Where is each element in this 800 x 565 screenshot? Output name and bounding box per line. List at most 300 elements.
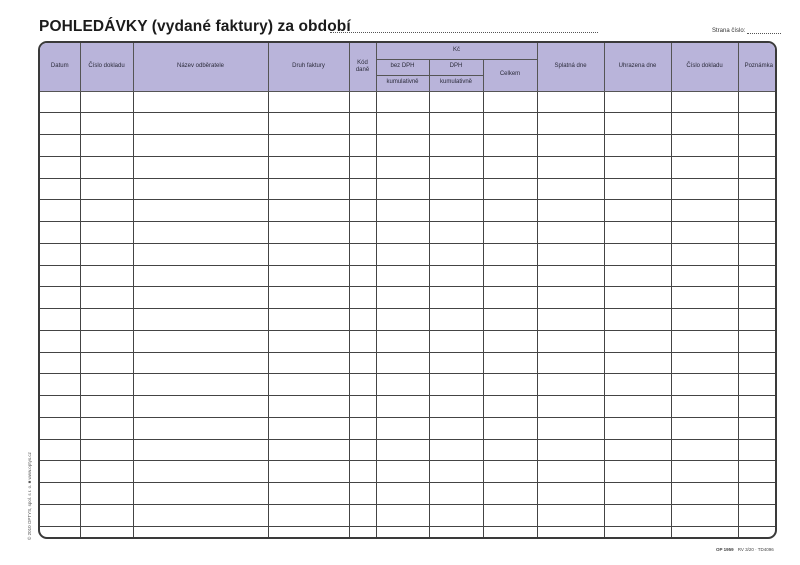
table-cell[interactable]: [376, 309, 429, 331]
table-cell[interactable]: [80, 243, 133, 265]
table-cell[interactable]: [133, 439, 268, 461]
table-cell[interactable]: [376, 265, 429, 287]
table-cell[interactable]: [349, 374, 376, 396]
table-cell[interactable]: [671, 504, 738, 526]
table-cell[interactable]: [349, 504, 376, 526]
table-row: [40, 287, 777, 309]
table-cell[interactable]: [40, 135, 80, 157]
table-cell[interactable]: [738, 330, 777, 352]
table-cell[interactable]: [133, 483, 268, 505]
table-cell[interactable]: [738, 156, 777, 178]
copyright-note: © 2010 OPTYS, spol. s r. o. ■ www.optys.cz: [27, 452, 32, 540]
table-cell[interactable]: [429, 526, 483, 537]
col-header-celkem: Celkem: [483, 59, 537, 91]
table-cell[interactable]: [738, 91, 777, 113]
table-cell[interactable]: [268, 417, 349, 439]
table-cell[interactable]: [40, 352, 80, 374]
table-cell[interactable]: [268, 156, 349, 178]
table-cell[interactable]: [268, 113, 349, 135]
table-cell[interactable]: [738, 135, 777, 157]
table-cell[interactable]: [40, 396, 80, 418]
table-cell[interactable]: [537, 417, 604, 439]
table-cell[interactable]: [483, 243, 537, 265]
table-cell[interactable]: [483, 396, 537, 418]
table-cell[interactable]: [604, 483, 671, 505]
table-cell[interactable]: [80, 504, 133, 526]
table-cell[interactable]: [738, 178, 777, 200]
table-cell[interactable]: [537, 265, 604, 287]
table-cell[interactable]: [429, 483, 483, 505]
table-cell[interactable]: [429, 135, 483, 157]
table-cell[interactable]: [604, 156, 671, 178]
table-cell[interactable]: [376, 200, 429, 222]
table-cell[interactable]: [133, 222, 268, 244]
table-cell[interactable]: [537, 396, 604, 418]
table-cell[interactable]: [604, 439, 671, 461]
table-cell[interactable]: [40, 417, 80, 439]
table-cell[interactable]: [376, 135, 429, 157]
table-cell[interactable]: [483, 374, 537, 396]
table-cell[interactable]: [537, 309, 604, 331]
table-row: [40, 504, 777, 526]
col-header-kod-dane: Kód daně: [349, 43, 376, 91]
table-cell[interactable]: [349, 526, 376, 537]
table-row: [40, 113, 777, 135]
table-cell[interactable]: [604, 352, 671, 374]
table-cell[interactable]: [349, 135, 376, 157]
table-cell[interactable]: [671, 417, 738, 439]
table-cell[interactable]: [604, 287, 671, 309]
page-title: POHLEDÁVKY (vydané faktury) za období: [39, 18, 351, 35]
table-cell[interactable]: [537, 178, 604, 200]
table-row: [40, 461, 777, 483]
table-cell[interactable]: [133, 309, 268, 331]
table-cell[interactable]: [738, 396, 777, 418]
table-cell[interactable]: [429, 396, 483, 418]
table-cell[interactable]: [429, 287, 483, 309]
table-row: [40, 526, 777, 537]
table-cell[interactable]: [40, 265, 80, 287]
table-cell[interactable]: [429, 178, 483, 200]
table-cell[interactable]: [671, 309, 738, 331]
table-row: [40, 200, 777, 222]
table-cell[interactable]: [483, 178, 537, 200]
table-cell[interactable]: [671, 352, 738, 374]
table-cell[interactable]: [604, 330, 671, 352]
table-cell[interactable]: [376, 483, 429, 505]
table-cell[interactable]: [537, 526, 604, 537]
table-cell[interactable]: [268, 309, 349, 331]
table-cell[interactable]: [133, 396, 268, 418]
table-cell[interactable]: [537, 156, 604, 178]
table-cell[interactable]: [376, 439, 429, 461]
table-cell[interactable]: [738, 461, 777, 483]
table-cell[interactable]: [537, 483, 604, 505]
page-number-fill-line: [747, 33, 781, 34]
table-body: [40, 91, 777, 537]
table-cell[interactable]: [133, 526, 268, 537]
table-cell[interactable]: [133, 265, 268, 287]
table-cell[interactable]: [268, 243, 349, 265]
table-cell[interactable]: [671, 439, 738, 461]
table-cell[interactable]: [376, 113, 429, 135]
table-cell[interactable]: [349, 265, 376, 287]
table-cell[interactable]: [604, 461, 671, 483]
table-cell[interactable]: [376, 374, 429, 396]
table-cell[interactable]: [429, 113, 483, 135]
table-cell[interactable]: [537, 439, 604, 461]
table-cell[interactable]: [376, 222, 429, 244]
table-cell[interactable]: [40, 113, 80, 135]
table-cell[interactable]: [40, 178, 80, 200]
table-header: [40, 43, 777, 91]
form-info: RV 3/20 · TD4096: [737, 547, 774, 552]
table-cell[interactable]: [80, 417, 133, 439]
table-cell[interactable]: [604, 504, 671, 526]
table-cell[interactable]: [483, 526, 537, 537]
table-cell[interactable]: [268, 504, 349, 526]
table-cell[interactable]: [376, 352, 429, 374]
table-cell[interactable]: [671, 200, 738, 222]
table-cell[interactable]: [376, 526, 429, 537]
table-cell[interactable]: [604, 526, 671, 537]
table-cell[interactable]: [604, 243, 671, 265]
table-cell[interactable]: [268, 396, 349, 418]
table-cell[interactable]: [268, 461, 349, 483]
table-cell[interactable]: [738, 483, 777, 505]
table-cell[interactable]: [376, 417, 429, 439]
table-cell[interactable]: [80, 526, 133, 537]
table-cell[interactable]: [483, 483, 537, 505]
table-cell[interactable]: [738, 265, 777, 287]
table-cell[interactable]: [671, 156, 738, 178]
period-fill-line: [330, 32, 598, 33]
table-cell[interactable]: [349, 222, 376, 244]
table-cell[interactable]: [268, 352, 349, 374]
table-cell[interactable]: [376, 461, 429, 483]
table-cell[interactable]: [604, 91, 671, 113]
table-cell[interactable]: [376, 396, 429, 418]
col-group-header-kc: Kč: [376, 43, 537, 59]
table-cell[interactable]: [133, 91, 268, 113]
table-cell[interactable]: [671, 374, 738, 396]
table-cell[interactable]: [429, 374, 483, 396]
table-cell[interactable]: [738, 352, 777, 374]
page-number-field: [712, 28, 781, 34]
table-cell[interactable]: [80, 439, 133, 461]
table-cell[interactable]: [537, 113, 604, 135]
table-row: [40, 309, 777, 331]
table-cell[interactable]: [268, 200, 349, 222]
table-cell[interactable]: [268, 330, 349, 352]
table-row: [40, 265, 777, 287]
table-cell[interactable]: [349, 287, 376, 309]
table-cell[interactable]: [671, 91, 738, 113]
table-row: [40, 439, 777, 461]
table-cell[interactable]: [604, 309, 671, 331]
table-cell[interactable]: [80, 178, 133, 200]
col-header-poznamka: Poznámka: [738, 43, 777, 91]
table-cell[interactable]: [483, 287, 537, 309]
table-cell[interactable]: [537, 287, 604, 309]
table-cell[interactable]: [483, 135, 537, 157]
table-cell[interactable]: [537, 330, 604, 352]
ledger-table: [40, 43, 777, 537]
col-header-dph: DPH: [429, 59, 483, 75]
table-cell[interactable]: [429, 200, 483, 222]
table-cell[interactable]: [349, 330, 376, 352]
table-cell[interactable]: [80, 330, 133, 352]
table-cell[interactable]: [738, 287, 777, 309]
table-cell[interactable]: [738, 243, 777, 265]
table-cell[interactable]: [268, 178, 349, 200]
table-cell[interactable]: [40, 504, 80, 526]
table-row: [40, 417, 777, 439]
table-cell[interactable]: [483, 156, 537, 178]
table-cell[interactable]: [738, 222, 777, 244]
table-cell[interactable]: [537, 461, 604, 483]
table-cell[interactable]: [80, 374, 133, 396]
table-cell[interactable]: [483, 222, 537, 244]
form-code: [716, 547, 774, 552]
table-cell[interactable]: [604, 265, 671, 287]
table-cell[interactable]: [40, 222, 80, 244]
table-cell[interactable]: [483, 309, 537, 331]
table-cell[interactable]: [133, 330, 268, 352]
table-cell[interactable]: [429, 439, 483, 461]
table-cell[interactable]: [483, 352, 537, 374]
table-cell[interactable]: [80, 461, 133, 483]
table-cell[interactable]: [671, 526, 738, 537]
table-cell[interactable]: [349, 439, 376, 461]
table-cell[interactable]: [429, 417, 483, 439]
table-cell[interactable]: [671, 178, 738, 200]
table-cell[interactable]: [604, 200, 671, 222]
table-cell[interactable]: [268, 374, 349, 396]
table-cell[interactable]: [133, 287, 268, 309]
table-cell[interactable]: [80, 200, 133, 222]
table-row: [40, 483, 777, 505]
col-header-kumulativne-bez-dph: kumulativně: [376, 75, 429, 91]
table-cell[interactable]: [429, 156, 483, 178]
table-cell[interactable]: [349, 200, 376, 222]
table-cell[interactable]: [268, 439, 349, 461]
table-cell[interactable]: [483, 113, 537, 135]
col-header-datum: Datum: [40, 43, 80, 91]
table-cell[interactable]: [738, 504, 777, 526]
table-cell[interactable]: [133, 504, 268, 526]
table-cell[interactable]: [268, 483, 349, 505]
table-cell[interactable]: [429, 222, 483, 244]
table-cell[interactable]: [268, 135, 349, 157]
table-cell[interactable]: [671, 265, 738, 287]
table-cell[interactable]: [40, 309, 80, 331]
table-cell[interactable]: [483, 91, 537, 113]
table-cell[interactable]: [80, 156, 133, 178]
table-cell[interactable]: [349, 243, 376, 265]
table-cell[interactable]: [483, 439, 537, 461]
table-row: [40, 222, 777, 244]
page-number-label: Strana číslo:: [712, 28, 746, 34]
table-cell[interactable]: [429, 352, 483, 374]
table-cell[interactable]: [376, 243, 429, 265]
table-cell[interactable]: [429, 504, 483, 526]
table-cell[interactable]: [133, 135, 268, 157]
form-number: OP 1959: [716, 547, 734, 552]
table-cell[interactable]: [40, 200, 80, 222]
table-cell[interactable]: [376, 178, 429, 200]
table-cell[interactable]: [80, 91, 133, 113]
table-cell[interactable]: [40, 374, 80, 396]
table-cell[interactable]: [483, 330, 537, 352]
table-cell[interactable]: [268, 265, 349, 287]
col-header-uhrazena-dne: Uhrazena dne: [604, 43, 671, 91]
table-cell[interactable]: [268, 287, 349, 309]
table-cell[interactable]: [80, 483, 133, 505]
table-row: [40, 243, 777, 265]
table-cell[interactable]: [80, 309, 133, 331]
table-cell[interactable]: [40, 483, 80, 505]
table-cell[interactable]: [671, 135, 738, 157]
col-header-cislo-dokladu-2: Číslo dokladu: [671, 43, 738, 91]
table-cell[interactable]: [671, 461, 738, 483]
table-cell[interactable]: [268, 222, 349, 244]
col-header-kumulativne-dph: kumulativně: [429, 75, 483, 91]
table-cell[interactable]: [537, 352, 604, 374]
col-header-nazev-odberatele: Název odběratele: [133, 43, 268, 91]
table-cell[interactable]: [537, 504, 604, 526]
table-cell[interactable]: [429, 461, 483, 483]
col-header-cislo-dokladu: Číslo dokladu: [80, 43, 133, 91]
table-cell[interactable]: [537, 135, 604, 157]
table-cell[interactable]: [40, 461, 80, 483]
table-cell[interactable]: [537, 200, 604, 222]
table-cell[interactable]: [604, 178, 671, 200]
table-row: [40, 374, 777, 396]
table-cell[interactable]: [376, 156, 429, 178]
ledger-table-frame: [38, 41, 777, 539]
table-cell[interactable]: [604, 135, 671, 157]
table-cell[interactable]: [349, 156, 376, 178]
table-cell[interactable]: [133, 113, 268, 135]
table-cell[interactable]: [483, 200, 537, 222]
table-cell[interactable]: [268, 526, 349, 537]
table-cell[interactable]: [80, 222, 133, 244]
table-cell[interactable]: [133, 243, 268, 265]
table-cell[interactable]: [40, 156, 80, 178]
table-cell[interactable]: [671, 287, 738, 309]
table-cell[interactable]: [537, 243, 604, 265]
table-cell[interactable]: [738, 374, 777, 396]
table-cell[interactable]: [671, 113, 738, 135]
table-cell[interactable]: [671, 396, 738, 418]
table-cell[interactable]: [738, 200, 777, 222]
table-cell[interactable]: [349, 91, 376, 113]
table-cell[interactable]: [537, 374, 604, 396]
table-cell[interactable]: [80, 287, 133, 309]
table-cell[interactable]: [80, 113, 133, 135]
table-cell[interactable]: [349, 461, 376, 483]
table-cell[interactable]: [80, 396, 133, 418]
table-cell[interactable]: [537, 222, 604, 244]
table-cell[interactable]: [604, 222, 671, 244]
table-cell[interactable]: [604, 113, 671, 135]
table-cell[interactable]: [133, 178, 268, 200]
table-cell[interactable]: [349, 309, 376, 331]
table-cell[interactable]: [483, 417, 537, 439]
table-cell[interactable]: [80, 352, 133, 374]
table-cell[interactable]: [133, 461, 268, 483]
table-cell[interactable]: [268, 91, 349, 113]
table-cell[interactable]: [349, 178, 376, 200]
table-cell[interactable]: [604, 396, 671, 418]
table-cell[interactable]: [429, 91, 483, 113]
table-cell[interactable]: [671, 222, 738, 244]
table-cell[interactable]: [738, 113, 777, 135]
table-cell[interactable]: [738, 309, 777, 331]
table-cell[interactable]: [604, 417, 671, 439]
table-cell[interactable]: [80, 265, 133, 287]
table-cell[interactable]: [376, 504, 429, 526]
table-cell[interactable]: [483, 265, 537, 287]
table-cell[interactable]: [483, 504, 537, 526]
col-header-splatna-dne: Splatná dne: [537, 43, 604, 91]
table-cell[interactable]: [40, 91, 80, 113]
col-header-bez-dph: bez DPH: [376, 59, 429, 75]
table-cell[interactable]: [40, 243, 80, 265]
table-cell[interactable]: [133, 156, 268, 178]
table-cell[interactable]: [349, 352, 376, 374]
table-cell[interactable]: [376, 287, 429, 309]
table-cell[interactable]: [671, 483, 738, 505]
table-cell[interactable]: [40, 439, 80, 461]
table-cell[interactable]: [349, 483, 376, 505]
table-cell[interactable]: [429, 265, 483, 287]
table-cell[interactable]: [429, 330, 483, 352]
table-cell[interactable]: [738, 417, 777, 439]
table-cell[interactable]: [349, 417, 376, 439]
table-row: [40, 156, 777, 178]
table-cell[interactable]: [738, 526, 777, 537]
table-cell[interactable]: [738, 439, 777, 461]
table-cell[interactable]: [133, 374, 268, 396]
table-cell[interactable]: [40, 330, 80, 352]
col-header-druh-faktury: Druh faktury: [268, 43, 349, 91]
table-cell[interactable]: [429, 243, 483, 265]
table-cell[interactable]: [537, 91, 604, 113]
table-cell[interactable]: [133, 417, 268, 439]
table-cell[interactable]: [349, 396, 376, 418]
table-cell[interactable]: [671, 330, 738, 352]
table-cell[interactable]: [133, 200, 268, 222]
table-cell[interactable]: [133, 352, 268, 374]
table-cell[interactable]: [349, 113, 376, 135]
table-cell[interactable]: [483, 461, 537, 483]
table-row: [40, 91, 777, 113]
table-cell[interactable]: [376, 91, 429, 113]
table-cell[interactable]: [40, 526, 80, 537]
table-row: [40, 352, 777, 374]
table-cell[interactable]: [80, 135, 133, 157]
table-cell[interactable]: [604, 374, 671, 396]
table-row: [40, 178, 777, 200]
table-row: [40, 396, 777, 418]
table-cell[interactable]: [429, 309, 483, 331]
table-cell[interactable]: [671, 243, 738, 265]
table-cell[interactable]: [376, 330, 429, 352]
table-row: [40, 135, 777, 157]
table-cell[interactable]: [40, 287, 80, 309]
